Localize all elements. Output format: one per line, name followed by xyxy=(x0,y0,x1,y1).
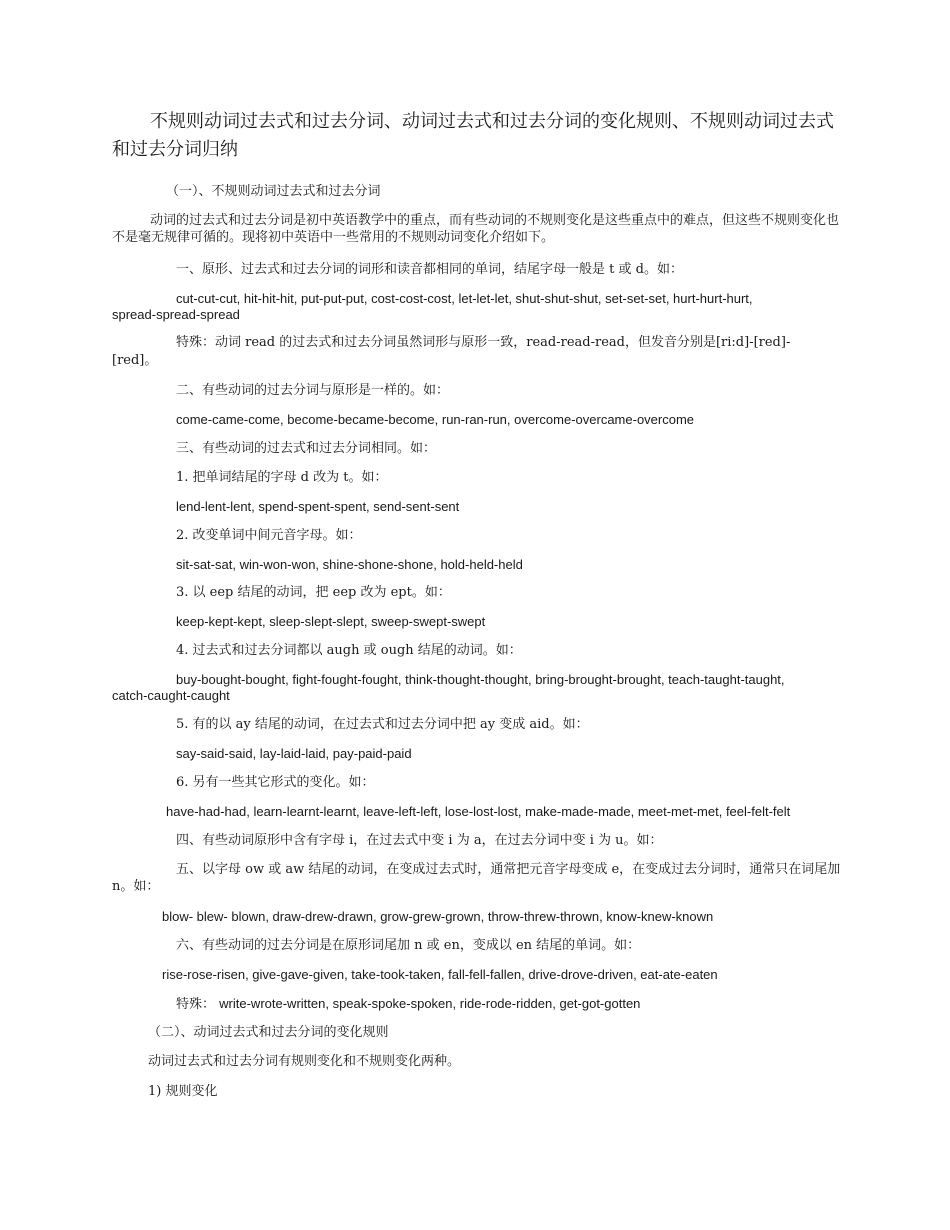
document-title: 不规则动词过去式和过去分词、动词过去式和过去分词的变化规则、不规则动词过去式和过去分词归纳 xyxy=(112,111,834,160)
rule3-6-text: 6. 另有一些其它形式的变化。如： xyxy=(176,775,375,790)
rule6-examples: rise-rose-risen, give-gave-given, take-took-taken, fall-fell-fallen, drive-drove-driven, eat-ate-eaten xyxy=(162,967,718,982)
rule6-text: 六、有些动词的过去分词是在原形词尾加 n 或 en，变成以 en 结尾的单词。如： xyxy=(176,938,641,953)
rule1-examples-line1: cut-cut-cut, hit-hit-hit, put-put-put, cost-cost-cost, let-let-let, shut-shut-shut, set-set-set, hurt-hurt-hurt, xyxy=(176,291,753,306)
special2-line xyxy=(176,995,640,1013)
rule2-examples: come-came-come, become-became-become, run-ran-run, overcome-overcame-overcome xyxy=(176,412,695,427)
rule1-text: 一、原形、过去式和过去分词的词形和读音都相同的单词，结尾字母一般是 t 或 d。如： xyxy=(176,262,683,277)
special2-label: 特殊： xyxy=(176,997,216,1012)
rule3-1-examples: lend-lent-lent, spend-spent-spent, send-sent-sent xyxy=(176,499,460,514)
section2-heading: （二）、动词过去式和过去分词的变化规则 xyxy=(148,1025,389,1040)
rule3-4-examples-line2: catch-caught-caught xyxy=(112,688,230,703)
section2-item1: 1) 规则变化 xyxy=(148,1084,218,1099)
special1-line2: [red]。 xyxy=(112,353,158,368)
rule5-examples: blow- blew- blown, draw-drew-drawn, grow-grew-grown, throw-threw-thrown, know-knew-known xyxy=(162,909,714,924)
rule3-5-examples: say-said-said, lay-laid-laid, pay-paid-paid xyxy=(176,746,412,761)
rule3-1-text: 1. 把单词结尾的字母 d 改为 t。如： xyxy=(176,470,388,485)
rule3-3-examples: keep-kept-kept, sleep-slept-slept, sweep-swept-swept xyxy=(176,614,486,629)
rule3-2-text: 2. 改变单词中间元音字母。如： xyxy=(176,528,362,543)
rule3-4-examples-line1: buy-bought-bought, fight-fought-fought, think-thought-thought, bring-brought-brought, teach-taught-taught, xyxy=(176,672,785,687)
rule3-text: 三、有些动词的过去式和过去分词相同。如： xyxy=(176,441,437,456)
section1-heading: （一）、不规则动词过去式和过去分词 xyxy=(166,184,381,199)
rule3-3-text: 3. 以 eep 结尾的动词，把 eep 改为 ept。如： xyxy=(176,585,451,600)
special1-line1: 特殊：动词 read 的过去式和过去分词虽然词形与原形一致，read-read-read，但发音分别是[ri:d]-[red]- xyxy=(176,335,791,350)
special2-examples: write-wrote-written, speak-spoke-spoken, ride-rode-ridden, get-got-gotten xyxy=(219,996,641,1011)
rule5-text: 五、以字母 ow 或 aw 结尾的动词，在变成过去式时，通常把元音字母变成 e，在变成过去分词时，通常只在词尾加 n。如： xyxy=(112,862,841,894)
rule1-examples-line2: spread-spread-spread xyxy=(112,307,240,322)
rule2-text: 二、有些动词的过去分词与原形是一样的。如： xyxy=(176,383,450,398)
intro-paragraph: 动词的过去式和过去分词是初中英语教学中的重点，而有些动词的不规则变化是这些重点中的难点，但这些不规则变化也不是毫无规律可循的。现将初中英语中一些常用的不规则动词变化介绍如下。 xyxy=(112,213,840,245)
rule3-4-text: 4. 过去式和过去分词都以 augh 或 ough 结尾的动词。如： xyxy=(176,643,522,658)
rule3-5-text: 5. 有的以 ay 结尾的动词，在过去式和过去分词中把 ay 变成 aid。如： xyxy=(176,717,589,732)
rule3-2-examples: sit-sat-sat, win-won-won, shine-shone-shone, hold-held-held xyxy=(176,557,523,572)
rule4-text: 四、有些动词原形中含有字母 i，在过去式中变 i 为 a，在过去分词中变 i 为 u。如： xyxy=(176,833,663,848)
section2-intro: 动词过去式和过去分词有规则变化和不规则变化两种。 xyxy=(148,1054,461,1069)
rule3-6-examples: have-had-had, learn-learnt-learnt, leave-left-left, lose-lost-lost, make-made-made, meet-met-met, feel-felt-felt xyxy=(166,804,791,819)
